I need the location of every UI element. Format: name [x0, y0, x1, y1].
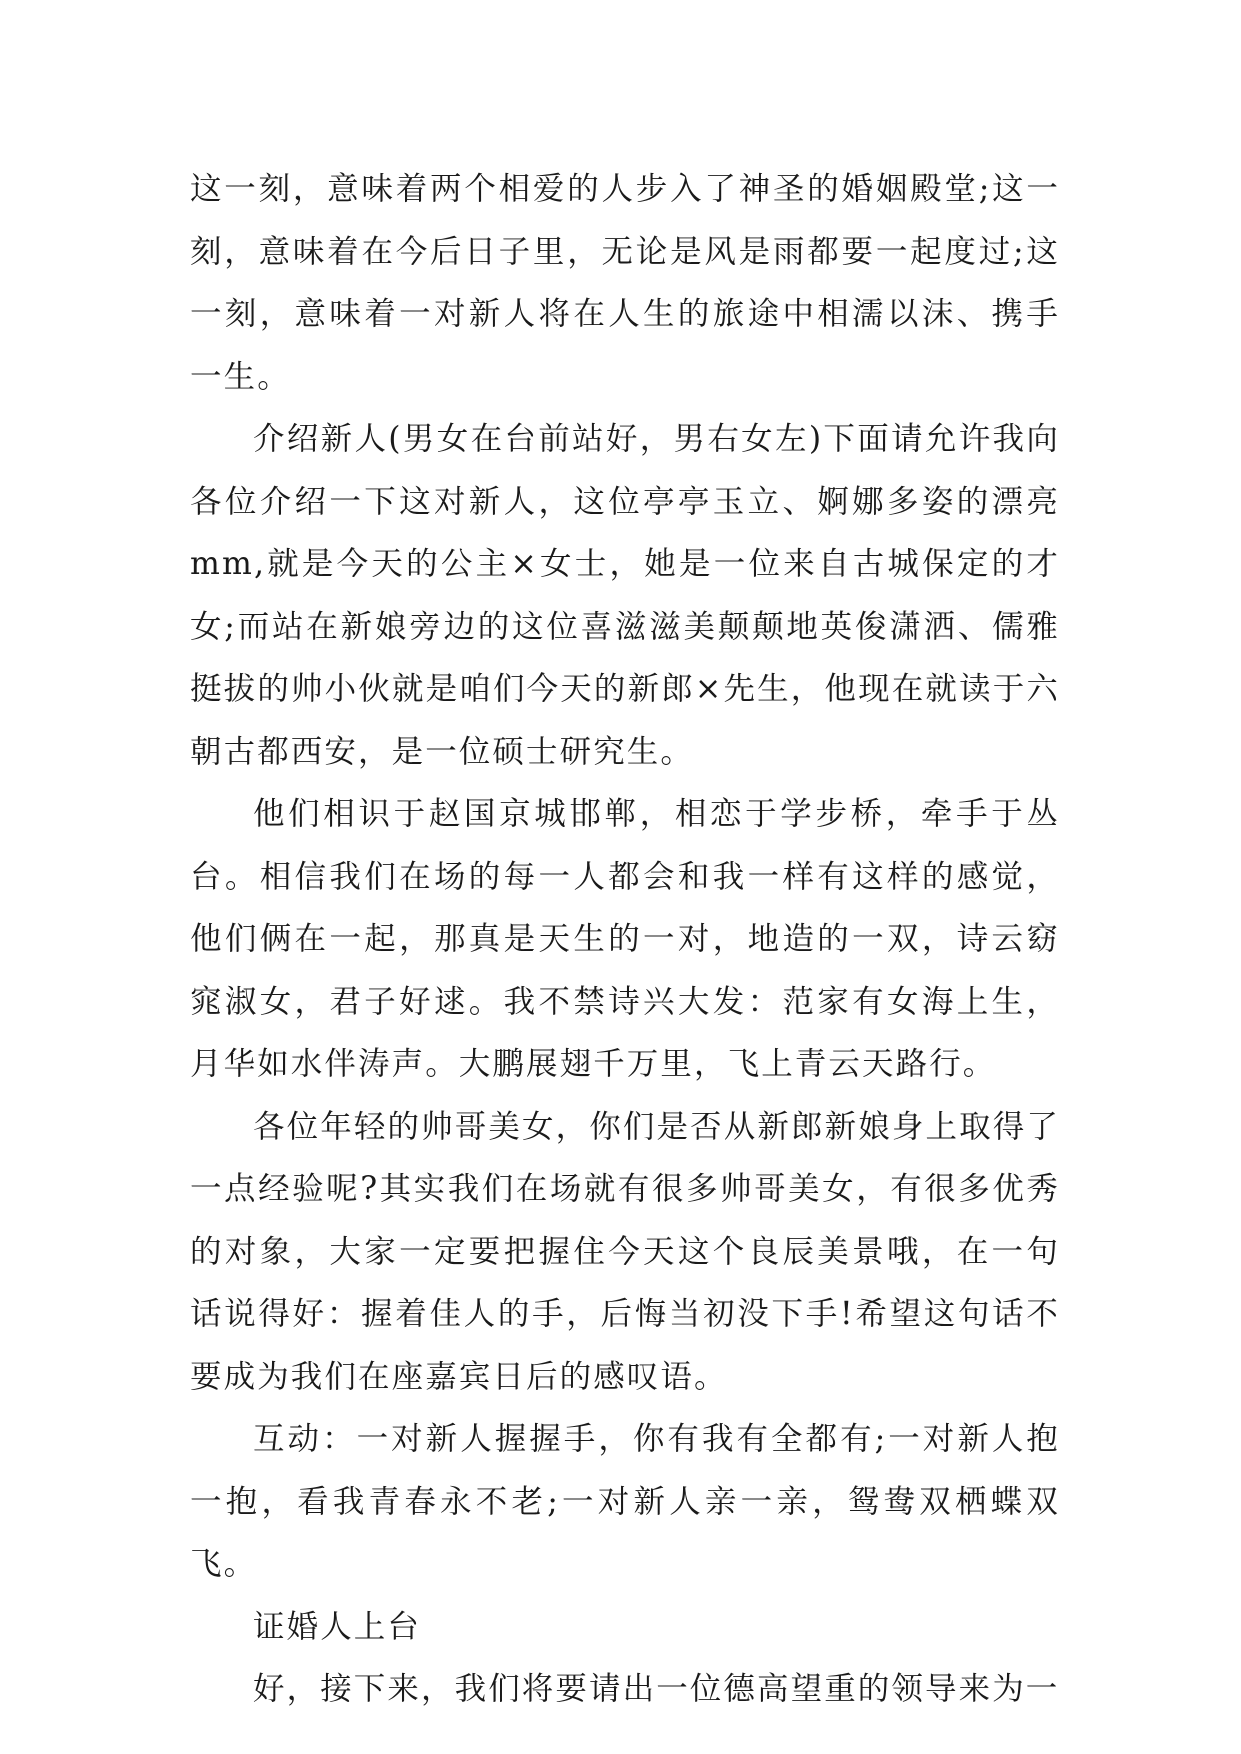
paragraph-6-heading: 证婚人上台	[253, 1608, 422, 1645]
paragraph-1: 这一刻，意味着两个相爱的人步入了神圣的婚姻殿堂;这一刻，意味着在今后日子里，无论是风是雨都要一起度过;这一刻，意味着一对新人将在人生的旅途中相濡以沫、携手一生。	[190, 171, 1060, 395]
paragraph-2: 介绍新人(男女在台前站好，男右女左)下面请允许我向各位介绍一下这对新人，这位亭亭玉立、婀娜多姿的漂亮mm,就是今天的公主×女士，她是一位来自古城保定的才女;而站在新娘旁边的这位喜滋滋美颠颠地英俊潇洒、儒雅挺拔的帅小伙就是咱们今天的新郎×先生，他现在就读于六朝古都西安，是一位硕士研究生。	[190, 421, 1060, 770]
paragraph-4: 各位年轻的帅哥美女，你们是否从新郎新娘身上取得了一点经验呢?其实我们在场就有很多帅哥美女，有很多优秀的对象，大家一定要把握住今天这个良辰美景哦，在一句话说得好：握着佳人的手，后悔当初没下手!希望这句话不要成为我们在座嘉宾日后的感叹语。	[190, 1108, 1060, 1395]
document-body	[190, 158, 1060, 1721]
paragraph-5: 互动：一对新人握握手，你有我有全都有;一对新人抱一抱，看我青春永不老;一对新人亲一亲，鸳鸯双栖蝶双飞。	[190, 1421, 1060, 1582]
paragraph-3: 他们相识于赵国京城邯郸，相恋于学步桥，牵手于丛台。相信我们在场的每一人都会和我一样有这样的感觉，他们俩在一起，那真是天生的一对，地造的一双，诗云窈窕淑女，君子好逑。我不禁诗兴大发：范家有女海上生，月华如水伴涛声。大鹏展翅千万里，飞上青云天路行。	[190, 796, 1060, 1082]
paragraph-7: 好，接下来，我们将要请出一位德高望重的领导来为一	[253, 1671, 1060, 1707]
